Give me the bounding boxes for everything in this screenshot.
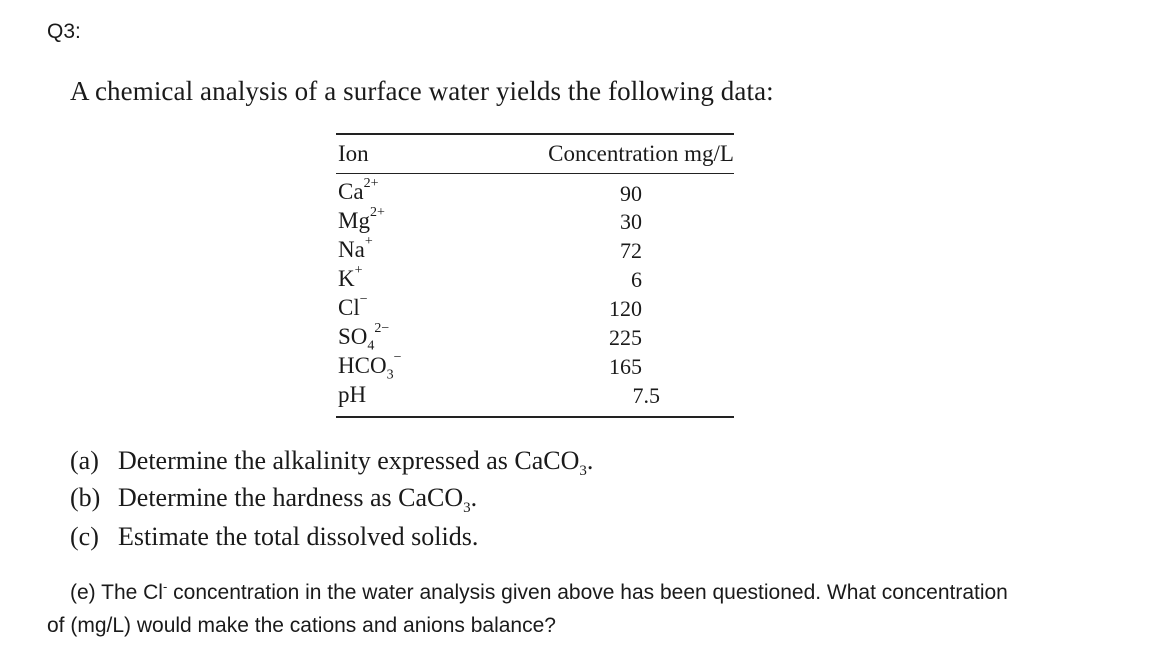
part-b: (b) Determine the hardness as CaCO$_3$. [70,483,478,517]
table-row-ion: pH [338,382,367,407]
table-row-value: 225 [609,325,642,350]
header-concentration: Concentration mg/L [548,141,734,166]
question-label: Q3: [47,20,81,43]
table-row-ion: Na+ [338,234,373,262]
table-row-ion: Cl− [338,292,368,320]
table-bottom-rule [336,416,734,418]
table-row-value: 165 [609,354,642,379]
table-row-value: 120 [609,296,642,321]
table-row-value: 30 [620,209,642,234]
intro-text: A chemical analysis of a surface water yields the following data: [70,76,774,106]
table-row-value: 90 [620,181,642,206]
part-a: (a) Determine the alkalinity expressed as CaCO$_3$. [70,446,594,480]
table-row-value: 6 [631,267,642,292]
question-e: (e) The Cl- concentration in the water analysis given above has been questioned. What concentration of (mg/L) would make the cations and anions balance? [47,579,1008,637]
table-row-value: 72 [620,238,642,263]
table-row-value: 7.5 [632,383,660,408]
table-row-ion: $HCO_3^-$ [338,350,402,383]
part-c: (c) Estimate the total dissolved solids. [70,522,479,551]
table-top-rule [336,133,734,135]
table-row-ion: K+ [338,263,363,291]
table-row-ion: $Mg^{2+}$ [338,205,385,233]
table-row-ion: $SO_4^{2-}$ [338,321,390,354]
table-row-ion: $Ca^{2+}$ [338,176,379,204]
header-ion: Ion [338,141,369,166]
table-header-rule [336,173,734,174]
